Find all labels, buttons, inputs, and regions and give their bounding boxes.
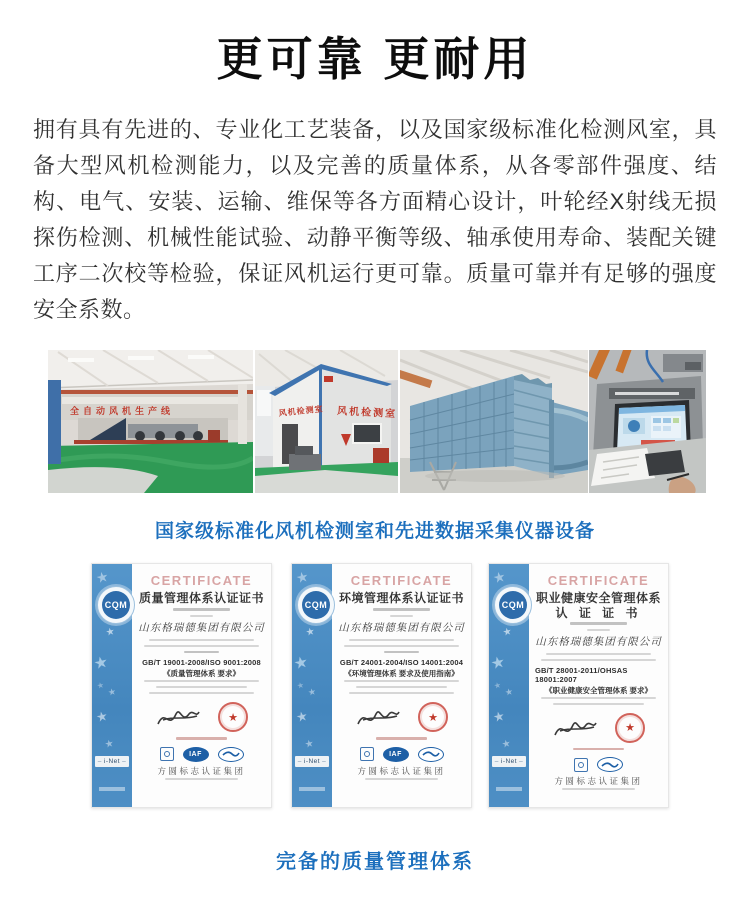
certificate-scope: 《职业健康安全管理体系 要求》 — [544, 685, 653, 695]
certificate-content — [529, 564, 668, 807]
star-icon: ★ — [304, 626, 316, 639]
star-icon: ★ — [294, 707, 310, 726]
red-seal-icon: ★ — [615, 713, 645, 743]
certificate-issuer: 方圆标志认证集团 — [357, 765, 446, 776]
star-icon: ★ — [501, 626, 513, 639]
star-icon: ★ — [96, 680, 105, 691]
room-sign-left: 风机检测室 — [278, 404, 324, 418]
blue-column — [48, 380, 61, 464]
inet-badge: – i-Net – — [492, 756, 526, 767]
photo-data-acquisition-station — [589, 350, 706, 493]
star-icon: ★ — [503, 686, 514, 698]
certificate-environment — [291, 563, 472, 808]
certificate-quality — [91, 563, 272, 808]
photo-test-chamber — [400, 350, 588, 493]
certificate-title-line2: 认 证 证 书 — [555, 606, 642, 620]
certificate-standard: GB/T 19001-2008/ISO 9001:2008 — [142, 658, 261, 667]
data-station-illustration — [589, 350, 706, 493]
star-icon: ★ — [493, 680, 502, 691]
signature — [355, 704, 401, 730]
certificate-company: 山东格瑞德集团有限公司 — [138, 621, 265, 634]
photo-factory-floor — [48, 350, 253, 493]
tablet — [645, 450, 685, 476]
certificate-left-band — [292, 564, 332, 807]
certificate-company: 山东格瑞德集团有限公司 — [535, 635, 662, 648]
star-icon: ★ — [292, 653, 310, 674]
certificate-header: CERTIFICATE — [547, 573, 650, 588]
iaf-badge-icon: IAF — [383, 747, 409, 762]
room-sign-right: 风机检测室 — [336, 406, 398, 421]
star-icon: ★ — [489, 653, 507, 674]
certificate-standard: GB/T 28001-2011/OHSAS 18001:2007 — [535, 665, 628, 684]
page-title: 更可靠 更耐用 — [216, 33, 534, 85]
photo-fan-test-room — [255, 350, 398, 493]
certificate-scope: 《质量管理体系 要求》 — [162, 669, 241, 678]
certificate-content — [332, 564, 471, 807]
certificate-company: 山东格瑞德集团有限公司 — [338, 621, 465, 634]
red-seal-icon: ★ — [218, 702, 248, 732]
star-icon: ★ — [94, 707, 110, 726]
star-icon: ★ — [491, 707, 507, 726]
photos-caption: 国家级标准化风机检测室和先进数据采集仪器设备 — [154, 521, 595, 542]
inet-badge: – i-Net – — [95, 756, 129, 767]
seal-date-line — [376, 737, 427, 740]
factory-banner-text: 全自动风机生产线 — [70, 406, 175, 416]
certificate-standard: GB/T 24001-2004/ISO 14001:2004 — [339, 658, 464, 667]
test-chamber-illustration — [400, 350, 588, 493]
certificate-left-band — [489, 564, 529, 807]
crane-beam — [48, 390, 253, 394]
signature — [155, 704, 201, 730]
certificate-header: CERTIFICATE — [150, 573, 253, 588]
star-icon: ★ — [296, 680, 305, 691]
band-decoration — [99, 787, 125, 791]
certificate-issuer: 方圆标志认证集团 — [157, 765, 246, 776]
star-icon: ★ — [104, 626, 116, 639]
cqm-logo-icon: CQM — [97, 586, 135, 624]
star-icon: ★ — [303, 738, 315, 751]
qm-badge-icon — [160, 747, 174, 761]
factory-floor-illustration — [48, 350, 253, 493]
red-seal-icon: ★ — [418, 702, 448, 732]
star-icon: ★ — [103, 738, 115, 751]
certificate-issuer: 方圆标志认证集团 — [554, 776, 643, 786]
star-icon: ★ — [294, 567, 311, 587]
signature — [552, 715, 598, 741]
inet-badge: – i-Net – — [295, 756, 329, 767]
intro-paragraph: 拥有具有先进的、专业化工艺装备，以及国家级标准化检测风室，具备大型风机检测能力，以及完善的质量体系，从各零部件强度、结构、电气、安装、运输、维保等各方面精心设计，叶轮经X射线无损探伤检测、机械性能试验、动静平衡等级、轴承使用寿命、装配关键工序二次校等检验，保证风机运行更可靠。质量可靠并有足够的强度安全系数。 — [33, 117, 717, 322]
certificates-caption: 完备的质量管理体系 — [276, 851, 474, 873]
star-icon: ★ — [106, 686, 117, 698]
certificate-title: 环境管理体系认证证书 — [338, 591, 464, 605]
band-decoration — [496, 787, 522, 791]
star-icon: ★ — [92, 653, 110, 674]
certificate-content — [132, 564, 271, 807]
cnas-badge-icon — [418, 747, 444, 762]
cnas-badge-icon — [597, 757, 623, 772]
seal-date-line — [176, 737, 227, 740]
certificate-left-band — [92, 564, 132, 807]
fan-test-room-illustration — [255, 350, 398, 493]
star-icon: ★ — [491, 567, 508, 587]
certificate-occupational-health — [488, 563, 669, 808]
iaf-badge-icon: IAF — [183, 747, 209, 762]
gable-logo — [324, 376, 333, 382]
band-decoration — [299, 787, 325, 791]
cnas-badge-icon — [218, 747, 244, 762]
cqm-logo-icon: CQM — [494, 586, 532, 624]
certificate-title: 职业健康安全管理体系 — [535, 591, 661, 605]
qm-badge-icon — [574, 758, 588, 772]
seal-date-line — [573, 748, 624, 751]
certificate-scope: 《环境管理体系 要求及使用指南》 — [344, 669, 459, 678]
certificate-title: 质量管理体系认证证书 — [138, 591, 264, 605]
certificate-header: CERTIFICATE — [350, 573, 453, 588]
star-icon: ★ — [306, 686, 317, 698]
star-icon: ★ — [94, 567, 111, 587]
qm-badge-icon — [360, 747, 374, 761]
star-icon: ★ — [500, 738, 512, 751]
window — [353, 424, 381, 443]
cqm-logo-icon: CQM — [297, 586, 335, 624]
